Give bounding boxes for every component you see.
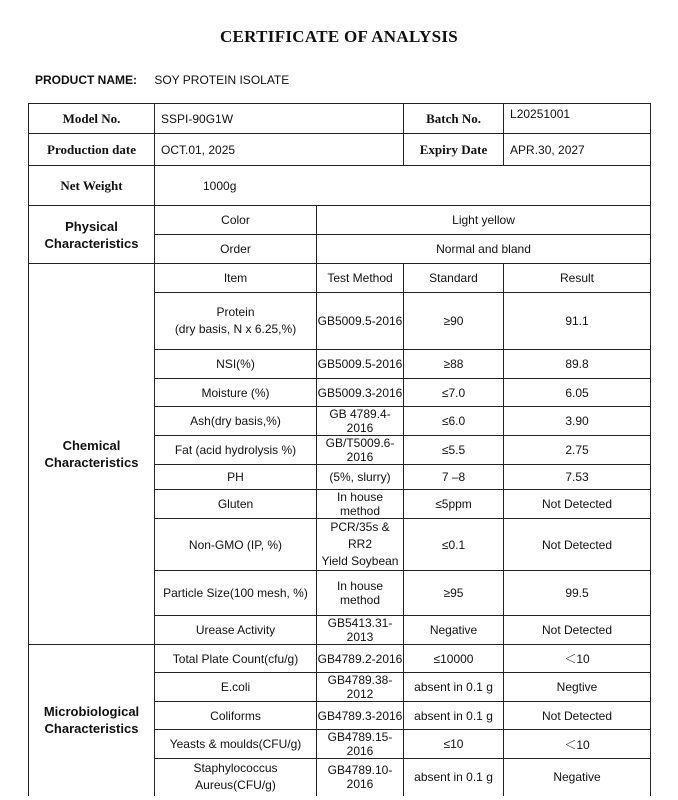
standard-cell: ≥88	[404, 350, 504, 379]
item-cell: Non-GMO (IP, %)	[155, 519, 317, 571]
standard-cell: ≤10000	[404, 645, 504, 673]
method-cell: GB/T5009.6-2016	[317, 436, 404, 465]
result-cell: 3.90	[504, 407, 651, 436]
item-cell: Total Plate Count(cfu/g)	[155, 645, 317, 673]
expiry-date-label: Expiry Date	[404, 134, 504, 166]
method-cell: (5%, slurry)	[317, 465, 404, 490]
result-cell: Not Detected	[504, 519, 651, 571]
method-cell: In house method	[317, 490, 404, 519]
item-cell: Gluten	[155, 490, 317, 519]
chemical-section-label: Chemical Characteristics	[29, 264, 155, 645]
item-cell: Yeasts & moulds(CFU/g)	[155, 730, 317, 759]
item-cell: Staphylococcus Aureus(CFU/g)	[155, 759, 317, 796]
production-date-value: OCT.01, 2025	[155, 134, 404, 166]
product-name-label: PRODUCT NAME:	[35, 73, 137, 87]
result-cell: Negative	[504, 759, 651, 796]
method-cell: GB4789.2-2016	[317, 645, 404, 673]
result-cell: ＜10	[504, 730, 651, 759]
model-value: SSPI-90G1W	[155, 104, 404, 134]
table-row	[29, 645, 651, 673]
production-date-label: Production date	[29, 134, 155, 166]
item-cell: Protein (dry basis, N x 6.25,%)	[155, 293, 317, 350]
standard-cell: 7 –8	[404, 465, 504, 490]
standard-cell: ≤10	[404, 730, 504, 759]
method-cell: GB4789.3-2016	[317, 702, 404, 730]
physical-value: Normal and bland	[317, 235, 651, 264]
item-cell: NSI(%)	[155, 350, 317, 379]
batch-value: L20251001	[504, 104, 651, 134]
model-row	[29, 104, 651, 134]
standard-cell: ≥90	[404, 293, 504, 350]
dates-row	[29, 134, 651, 166]
item-cell: Moisture (%)	[155, 379, 317, 407]
result-cell: Not Detected	[504, 616, 651, 645]
method-cell: GB5009.5-2016	[317, 350, 404, 379]
result-cell: 99.5	[504, 571, 651, 616]
item-cell: Fat (acid hydrolysis %)	[155, 436, 317, 465]
standard-cell: absent in 0.1 g	[404, 702, 504, 730]
column-header-result: Result	[504, 264, 651, 293]
expiry-date-value: APR.30, 2027	[504, 134, 651, 166]
standard-cell: ≤5.5	[404, 436, 504, 465]
method-cell: GB4789.15-2016	[317, 730, 404, 759]
item-cell: E.coli	[155, 673, 317, 702]
batch-label: Batch No.	[404, 104, 504, 134]
result-cell: 91.1	[504, 293, 651, 350]
standard-cell: ≤6.0	[404, 407, 504, 436]
method-cell: GB5009.5-2016	[317, 293, 404, 350]
method-cell: GB5009.3-2016	[317, 379, 404, 407]
method-cell: In house method	[317, 571, 404, 616]
standard-cell: ≤7.0	[404, 379, 504, 407]
result-cell: 6.05	[504, 379, 651, 407]
column-header-method: Test Method	[317, 264, 404, 293]
standard-cell: Negative	[404, 616, 504, 645]
item-cell: Ash(dry basis,%)	[155, 407, 317, 436]
item-cell: Urease Activity	[155, 616, 317, 645]
coa-table	[28, 103, 651, 796]
result-cell: Not Detected	[504, 490, 651, 519]
method-cell: GB 4789.4-2016	[317, 407, 404, 436]
method-cell: GB5413.31-2013	[317, 616, 404, 645]
result-cell: Negtive	[504, 673, 651, 702]
document-title: CERTIFICATE OF ANALYSIS	[219, 27, 459, 46]
method-cell: PCR/35s & RR2 Yield Soybean	[317, 519, 404, 571]
physical-row	[29, 206, 651, 235]
product-name-line	[35, 73, 289, 87]
item-cell: Particle Size(100 mesh, %)	[155, 571, 317, 616]
column-header-item: Item	[155, 264, 317, 293]
net-weight-row	[29, 166, 651, 206]
standard-cell: absent in 0.1 g	[404, 673, 504, 702]
physical-item: Color	[155, 206, 317, 235]
physical-item: Order	[155, 235, 317, 264]
method-cell: GB4789.10-2016	[317, 759, 404, 796]
model-label: Model No.	[29, 104, 155, 134]
standard-cell: ≤0.1	[404, 519, 504, 571]
physical-value: Light yellow	[317, 206, 651, 235]
column-header-standard: Standard	[404, 264, 504, 293]
chemical-header-row	[29, 264, 651, 293]
result-cell: 2.75	[504, 436, 651, 465]
method-cell: GB4789.38-2012	[317, 673, 404, 702]
result-cell: Not Detected	[504, 702, 651, 730]
standard-cell: absent in 0.1 g	[404, 759, 504, 796]
physical-section-label: Physical Characteristics	[29, 206, 155, 264]
result-cell: ＜10	[504, 645, 651, 673]
product-name-value: SOY PROTEIN ISOLATE	[154, 73, 290, 87]
item-cell: Coliforms	[155, 702, 317, 730]
item-cell: PH	[155, 465, 317, 490]
standard-cell: ≥95	[404, 571, 504, 616]
result-cell: 89.8	[504, 350, 651, 379]
microbiological-section-label: Microbiological Characteristics	[29, 645, 155, 796]
net-weight-label: Net Weight	[29, 166, 155, 206]
net-weight-value: 1000g	[155, 166, 651, 206]
standard-cell: ≤5ppm	[404, 490, 504, 519]
result-cell: 7.53	[504, 465, 651, 490]
